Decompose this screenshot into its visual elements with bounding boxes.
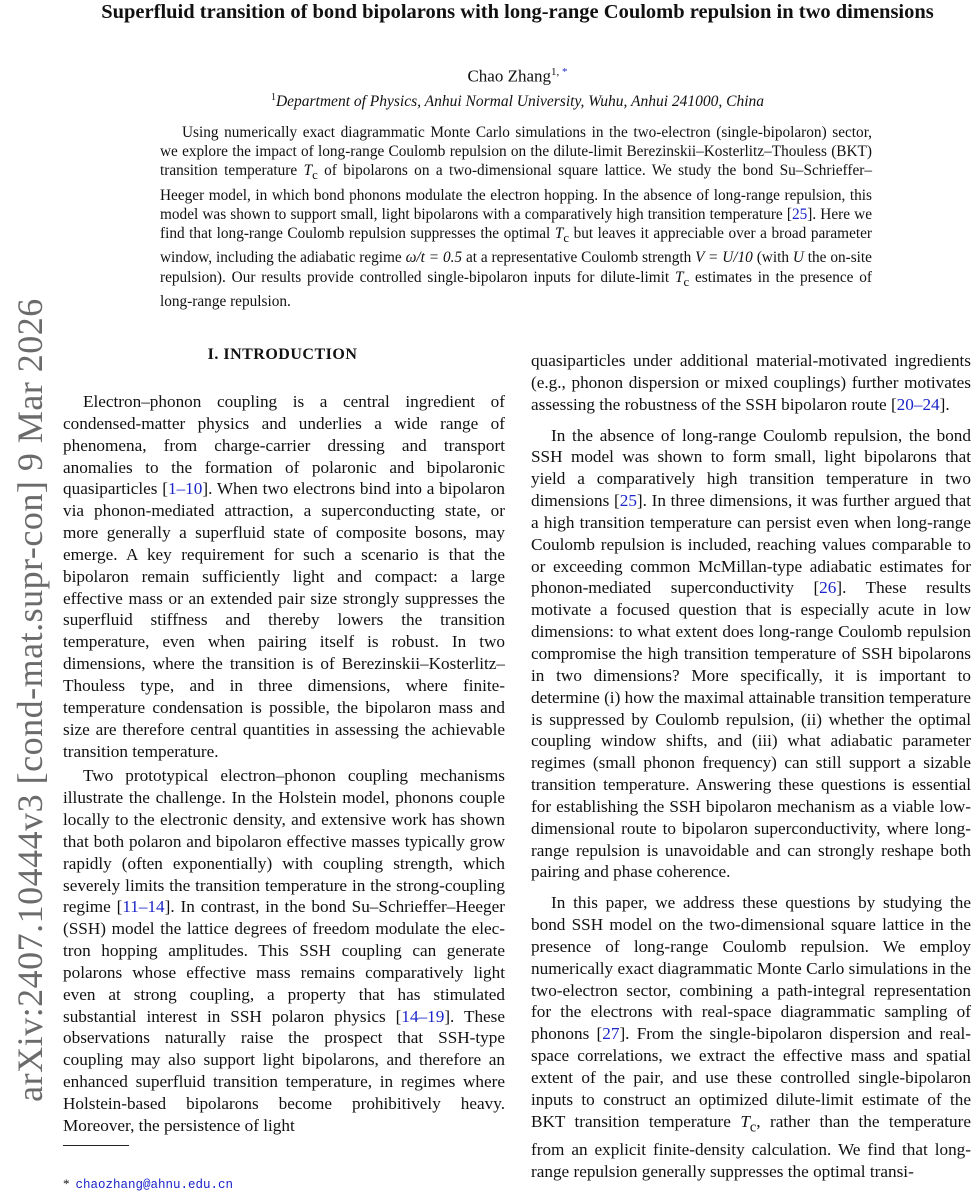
affiliation-mark: 1 (270, 92, 276, 103)
subscript-c: c (312, 168, 318, 183)
citation-link[interactable]: 26 (819, 578, 837, 598)
affiliation-text: Department of Physics, Anhui Normal University, Wuhu, Anhui 241000, China (275, 93, 765, 111)
paragraph: Electron–phonon coupling is a central ingredient of condensed-matter physics and underlies a wide range of phenomena, from charge-carrier dressing and transport anomalies to the formation of polaronic and bipolaronic quasiparticles [1–10]. When two electrons bind into a bipolaron via phonon-mediated attraction, a superconducting state, or more generally a superfluid state of composite bosons, may emerge. A key requirement for such a scenario is that the bipolaron remain sufficiently light and compact: a large effective mass or an extended pair size strongly suppresses the superfluid stiffness and thereby lowers the transition temperature, even when pairing itself is robust. In two dimensions, where the transition is of Berezinskii–Kosterlitz–Thouless type, and in three dimensions, where finite-temperature condensation is possible, the bipolaron mass and size are therefore central quantities in assessing the achievable transition temperature. (63, 392, 505, 761)
arxiv-identifier: arXiv:2407.10444v3 [cond-mat.supr-con] 9 Mar 2026 (10, 298, 50, 1102)
paragraph: In the absence of long-range Coulomb repulsion, the bond SSH model was shown to form small, light bipolarons that yield a comparatively high transition temperature in two dimensions [25]. In three dimensions, it was further argued that a high transition temperature can persist even when long-range Coulomb repulsion is included, reaching values comparable to or exceeding common McMillan-type adiabatic estimates for phonon-mediated superconductivity [26]. These results motivate a focused question that is especially acute in low dimensions: to what extent does long-range Coulomb repulsion compromise the high transition temperature of SSH bipolarons in two dimensions? More specifically, it is important to determine (i) how the maximal attainable transition temperature is suppressed by Coulomb repulsion, (ii) whether the optimal coupling window shifts, and (iii) what adiabatic parameter regimes (small phonon frequency) can still support a sizable transition temperature. Answering these questions is essential for establishing the SSH bipolaron mechanism as a viable low-dimensional route to bipolaron superconductivity, where long-range repulsion is unavoidable and can strongly reshape both pairing and phase coherence. (531, 425, 971, 882)
paragraph: Two prototypical electron–phonon coupling mechanisms illustrate the challenge. In the Holstein model, phonons couple locally to the electronic density, and extensive work has shown that both polaron and bipolaron effective masses typically grow rapidly (often exponentially) with coupling strength, which severely limits the transition temperature in the strong-coupling regime [11–14]. In contrast, in the bond Su–Schrieffer–Heeger (SSH) model the lattice degrees of freedom modulate the electron hopping amplitudes. This SSH coupling can generate polarons whose effective mass remains comparatively light even at strong coupling, a property that has stimulated substantial interest in SSH polaron physics [14–19]. These observations naturally raise the prospect that SSH-type coupling may also support light bipolarons, and therefore an enhanced superfluid transition temperature, in regimes where Holstein-based bipolarons become prohibitively heavy. Moreover, the persistence of light (63, 766, 506, 1135)
paragraph: In this paper, we address these questions by studying the bond SSH model on the two-dimensional square lattice in the presence of long-range Coulomb repulsion. We employ numerically exact diagrammatic Monte Carlo simulations in the two-electron sector, combining a path-integral representation for the electrons with real-space diagrammatic sampling of phonons [27]. From the single-bipolaron dispersion and real-space correlations, we extract the effective mass and spatial extent of the pair, and use these controlled single-bipolaron inputs to construct an optimized dilute-limit estimate of the BKT transition temperature $T_c$, rather than the temperature from an explicit finite-density calculation. We find that long-range repulsion generally suppresses the optimal transi- (531, 893, 971, 1181)
section-heading-introduction: I. INTRODUCTION (207, 346, 358, 363)
left-column (63, 391, 505, 1137)
author-line (70, 66, 965, 87)
abstract: Using numerically exact diagrammatic Monte Carlo simulations in the two-electron (single-bipolaron) sector, we explore the impact of long-range Coulomb repulsion on the dilute-limit Berezinskii–Kosterlitz–Thouless (BKT) transition temperature $T_c$ of bipolarons on a two-dimensional square lattice. We study the bond Su–Schrieffer–Heeger model, in which bond phonons modulate the electron hopping. In the absence of long-range repulsion, this model was shown to support small, light bipolarons with a comparatively high transition temperature [25]. Here we find that long-range Coulomb repulsion suppresses the optimal $T_c$ but leaves it appreciable over a broad parameter window, including the adiabatic regime ω/t = 0.5 at a representative Coulomb strength V = U/10 (with U the on-site repulsion). Our results provide controlled single-bipolaron inputs for dilute-limit $T_c$ estimates in the presence of long-range repulsion. (160, 124, 873, 310)
footnote (63, 1176, 233, 1192)
citation-link[interactable]: 25 (619, 491, 637, 511)
citation-link[interactable]: 1–10 (167, 479, 203, 499)
paper-title: Superfluid transition of bond bipolarons with long-range Coulomb repulsion in two dimensions (101, 1, 934, 23)
footnote-rule (63, 1145, 129, 1146)
citation-link[interactable]: 25 (791, 205, 808, 223)
footnote-mark: * (63, 1176, 70, 1191)
arxiv-sidebar (0, 210, 60, 1190)
author-name: Chao Zhang (467, 66, 552, 86)
citation-link[interactable]: 27 (602, 1024, 620, 1044)
email-link[interactable]: chaozhang@ahnu.edu.cn (75, 1178, 234, 1192)
citation-link[interactable]: 14–19 (401, 1006, 445, 1026)
affiliation (70, 92, 965, 111)
author-footnote-link[interactable]: * (562, 66, 568, 78)
citation-link[interactable]: 20–24 (896, 394, 940, 414)
paragraph: quasiparticles under additional material-motivated ingredients (e.g., phonon dispersion or mixed couplings) further motivates assessing the robustness of the SSH bipolaron route [20–24]. (531, 351, 971, 414)
citation-link[interactable]: 11–14 (122, 897, 165, 917)
author-affil-mark: 1, (551, 66, 563, 78)
right-column (531, 350, 971, 1183)
